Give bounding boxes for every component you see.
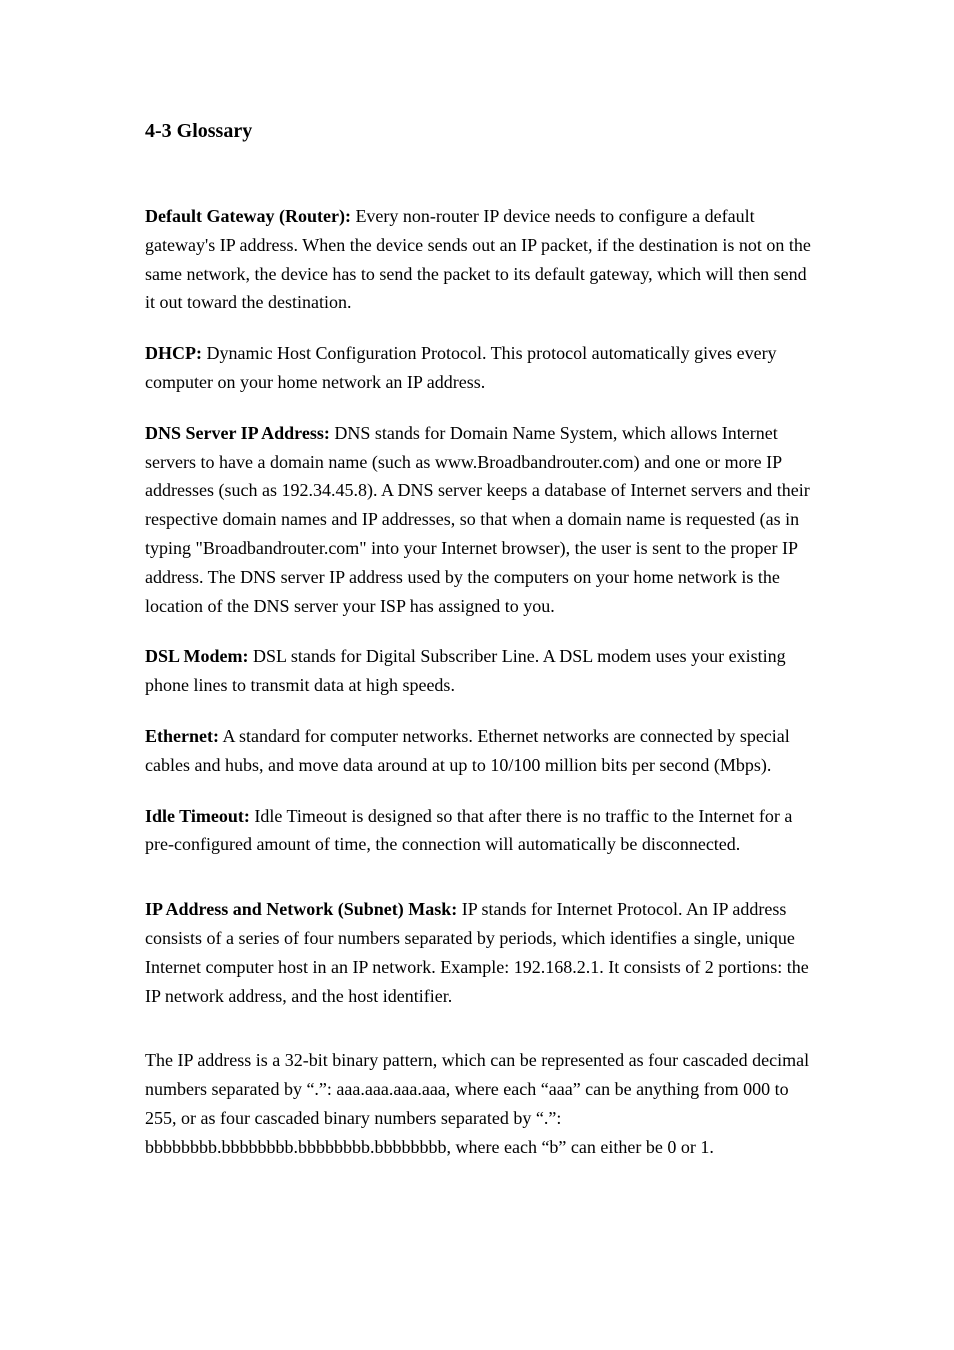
glossary-definition: Idle Timeout is designed so that after there is no traffic to the Internet for a pre-configured amount of time, the connection will automatically be disconnected. <box>145 805 793 855</box>
glossary-definition: A standard for computer networks. Ethernet networks are connected by special cables and hubs, and move data around at up to 10/100 million bits per second (Mbps). <box>145 725 790 775</box>
glossary-definition: DNS stands for Domain Name System, which allows Internet servers to have a domain name (such as www.Broadbandrouter.com) and one or more IP addresses (such as 192.34.45.8). A DNS server keeps a database of Internet servers and their respective domain names and IP addresses, so that when a domain name is requested (as in typing "Broadbandrouter.com" into your Internet browser), the user is sent to the proper IP address. The DNS server IP address used by the computers on your home network is the location of the DNS server your ISP has assigned to you. <box>145 422 810 616</box>
glossary-term: IP Address and Network (Subnet) Mask: <box>145 899 458 920</box>
glossary-entry-dhcp <box>145 339 813 397</box>
glossary-term: DSL Modem: <box>145 646 249 667</box>
glossary-term: DHCP: <box>145 343 202 364</box>
glossary-entry-dsl-modem <box>145 642 813 700</box>
glossary-definition: The IP address is a 32-bit binary pattern, which can be represented as four cascaded decimal numbers separated by “.”: aaa.aaa.aaa.aaa, where each “aaa” can be anything from 000 to 255, or as four cascaded binary numbers separated by “.”: bbbbbbbb.bbbbbbbb.bbbbbbbb.bbbbbbbb, where each “b” can either be 0 or 1. <box>145 1050 810 1157</box>
glossary-entry-ip-address <box>145 895 813 1010</box>
glossary-entry-ethernet <box>145 722 813 780</box>
glossary-definition: Every non-router IP device needs to configure a default gateway's IP address. When the device sends out an IP packet, if the destination is not on the same network, the device has to send the packet to its default gateway, which will then send it out toward the destination. <box>145 206 811 313</box>
glossary-definition: IP stands for Internet Protocol. An IP address consists of a series of four numbers separated by periods, which identifies a single, unique Internet computer host in an IP network. Example: 192.168.2.1. It consists of 2 portions: the IP network address, and the host identifier. <box>145 899 809 1006</box>
glossary-term: Ethernet: <box>145 725 219 746</box>
glossary-entry-idle-timeout <box>145 802 813 860</box>
glossary-list <box>145 202 813 1184</box>
glossary-entry-dns-server <box>145 419 813 621</box>
glossary-term: Idle Timeout: <box>145 805 250 826</box>
glossary-entry-default-gateway <box>145 202 813 317</box>
section-title: 4-3 Glossary <box>145 120 253 142</box>
glossary-term: Default Gateway (Router): <box>145 206 351 226</box>
glossary-paragraph-ip-binary <box>145 1046 813 1161</box>
glossary-definition: Dynamic Host Configuration Protocol. This protocol automatically gives every computer on your home network an IP address. <box>145 343 777 392</box>
glossary-term: DNS Server IP Address: <box>145 422 330 443</box>
glossary-definition: DSL stands for Digital Subscriber Line. A DSL modem uses your existing phone lines to transmit data at high speeds. <box>145 646 786 696</box>
